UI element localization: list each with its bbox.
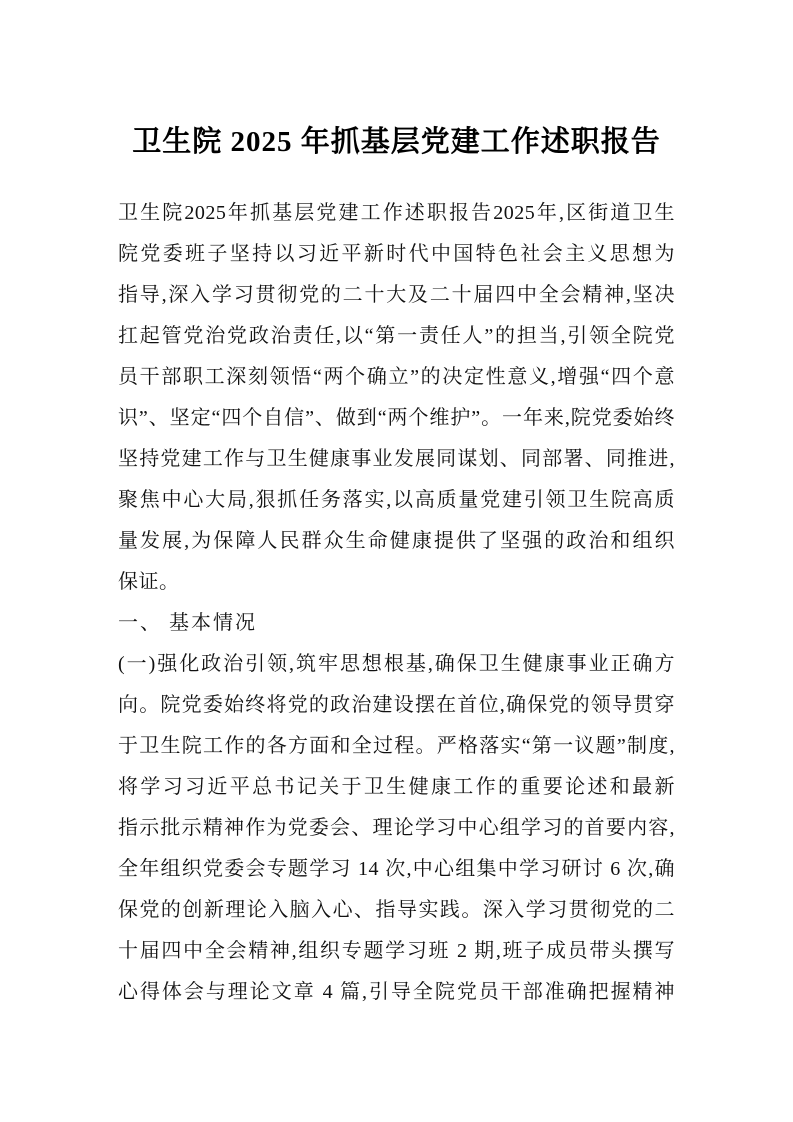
text-line: 识”、坚定“四个自信”、做到“两个维护”。一年来,院党委始终 — [118, 407, 675, 429]
text-line: 院党委班子坚持以习近平新时代中国特色社会主义思想为 — [118, 243, 675, 265]
text-line: 指示批示精神作为党委会、理论学习中心组学习的首要内容, — [118, 817, 675, 839]
text-line: 量发展,为保障人民群众生命健康提供了坚强的政治和组织 — [118, 530, 675, 552]
text-line: 员干部职工深刻领悟“两个确立”的决定性意义,增强“四个意 — [118, 366, 675, 388]
section-heading — [118, 603, 675, 644]
text-line: 保党的创新理论入脑入心、指导实践。深入学习贯彻党的二 — [118, 899, 675, 921]
text-line: (一)强化政治引领,筑牢思想根基,确保卫生健康事业正确方 — [118, 653, 675, 675]
paragraph — [118, 193, 675, 603]
document-body — [118, 193, 675, 1013]
text-line: 卫生院2025年抓基层党建工作述职报告2025年,区街道卫生 — [118, 202, 675, 224]
text-line: 全年组织党委会专题学习 14 次,中心组集中学习研讨 6 次,确 — [118, 858, 675, 880]
text-line: 一、 基本情况 — [118, 612, 257, 634]
text-line: 十届四中全会精神,组织专题学习班 2 期,班子成员带头撰写 — [118, 940, 675, 962]
text-line: 将学习习近平总书记关于卫生健康工作的重要论述和最新 — [118, 776, 675, 798]
text-line: 扛起管党治党政治责任,以“第一责任人”的担当,引领全院党 — [118, 325, 675, 347]
text-line: 心得体会与理论文章 4 篇,引导全院党员干部准确把握精神 — [118, 981, 675, 1003]
text-line: 向。院党委始终将党的政治建设摆在首位,确保党的领导贯穿 — [118, 694, 675, 716]
text-line: 保证。 — [118, 571, 180, 593]
document-title: 卫生院 2025 年抓基层党建工作述职报告 — [132, 126, 661, 158]
text-line: 坚持党建工作与卫生健康事业发展同谋划、同部署、同推进, — [118, 448, 675, 470]
text-line: 聚焦中心大局,狠抓任务落实,以高质量党建引领卫生院高质 — [118, 489, 675, 511]
text-line: 指导,深入学习贯彻党的二十大及二十届四中全会精神,坚决 — [118, 284, 675, 306]
text-line: 于卫生院工作的各方面和全过程。严格落实“第一议题”制度, — [118, 735, 675, 757]
paragraph — [118, 644, 675, 1013]
